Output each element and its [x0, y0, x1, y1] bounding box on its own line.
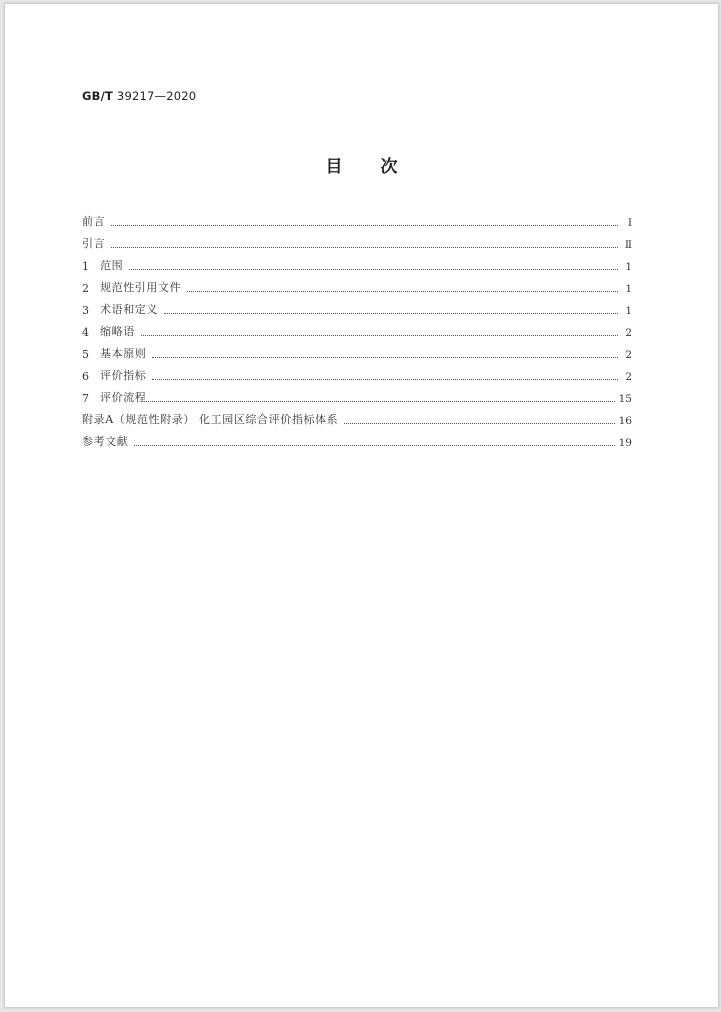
toc-item-number: 1: [82, 260, 89, 273]
toc-item-label: 评价指标: [100, 369, 147, 382]
toc-item[interactable]: [82, 317, 632, 339]
toc-item-number: 4: [82, 326, 89, 339]
toc-item-label: 基本原则: [100, 347, 147, 360]
toc-item[interactable]: [82, 427, 632, 449]
table-of-contents: [82, 207, 632, 449]
toc-item-page: 2: [625, 327, 632, 339]
toc-item-number: 5: [82, 348, 89, 361]
toc-item-page: 19: [618, 437, 632, 449]
toc-item-label: 缩略语: [100, 325, 135, 338]
toc-item-page: 2: [625, 371, 632, 383]
toc-item-page: Ⅱ: [624, 239, 632, 251]
toc-item-number: 6: [82, 370, 89, 383]
toc-item-page: 1: [625, 283, 632, 295]
toc-item-label: 规范性引用文件: [100, 281, 182, 294]
toc-item-label: 参考文献: [82, 435, 129, 448]
standard-code-prefix: GB/T: [82, 89, 114, 103]
toc-dot-leader: [146, 401, 614, 402]
toc-dot-leader: [152, 379, 618, 380]
toc-dot-leader: [111, 225, 618, 226]
toc-item[interactable]: [82, 405, 632, 427]
toc-item-number: 7: [82, 392, 89, 405]
toc-item-page: 2: [625, 349, 632, 361]
toc-dot-leader: [141, 335, 618, 336]
toc-item[interactable]: [82, 295, 632, 317]
toc-item-label: 术语和定义: [100, 303, 158, 316]
toc-dot-leader: [344, 423, 614, 424]
toc-dot-leader: [129, 269, 618, 270]
toc-item-label: 范围: [100, 259, 124, 272]
toc-item-page: 15: [618, 393, 632, 405]
standard-code-number: 39217—2020: [116, 89, 197, 103]
toc-item[interactable]: [82, 383, 632, 405]
toc-item[interactable]: [82, 339, 632, 361]
toc-item-label: 前言: [82, 215, 106, 228]
toc-dot-leader: [152, 357, 618, 358]
toc-item-page: 16: [618, 415, 632, 427]
toc-dot-leader: [164, 313, 618, 314]
toc-item-page: 1: [625, 261, 632, 273]
toc-item-label: 附录A（规范性附录） 化工园区综合评价指标体系: [82, 413, 339, 426]
toc-item-page: Ⅰ: [627, 217, 632, 229]
toc-item-label: 引言: [82, 237, 106, 250]
document-page: [4, 3, 719, 1008]
page-title: 目次: [325, 157, 436, 177]
toc-item-page: 1: [625, 305, 632, 317]
toc-dot-leader: [134, 445, 614, 446]
toc-item[interactable]: [82, 251, 632, 273]
toc-item[interactable]: [82, 273, 632, 295]
standard-code: [82, 89, 196, 103]
toc-item[interactable]: [82, 361, 632, 383]
toc-dot-leader: [187, 291, 618, 292]
toc-item-number: 2: [82, 282, 89, 295]
toc-item-label: 评价流程: [100, 391, 147, 404]
toc-item[interactable]: [82, 207, 632, 229]
toc-dot-leader: [111, 247, 618, 248]
toc-item-number: 3: [82, 304, 89, 317]
toc-item[interactable]: [82, 229, 632, 251]
